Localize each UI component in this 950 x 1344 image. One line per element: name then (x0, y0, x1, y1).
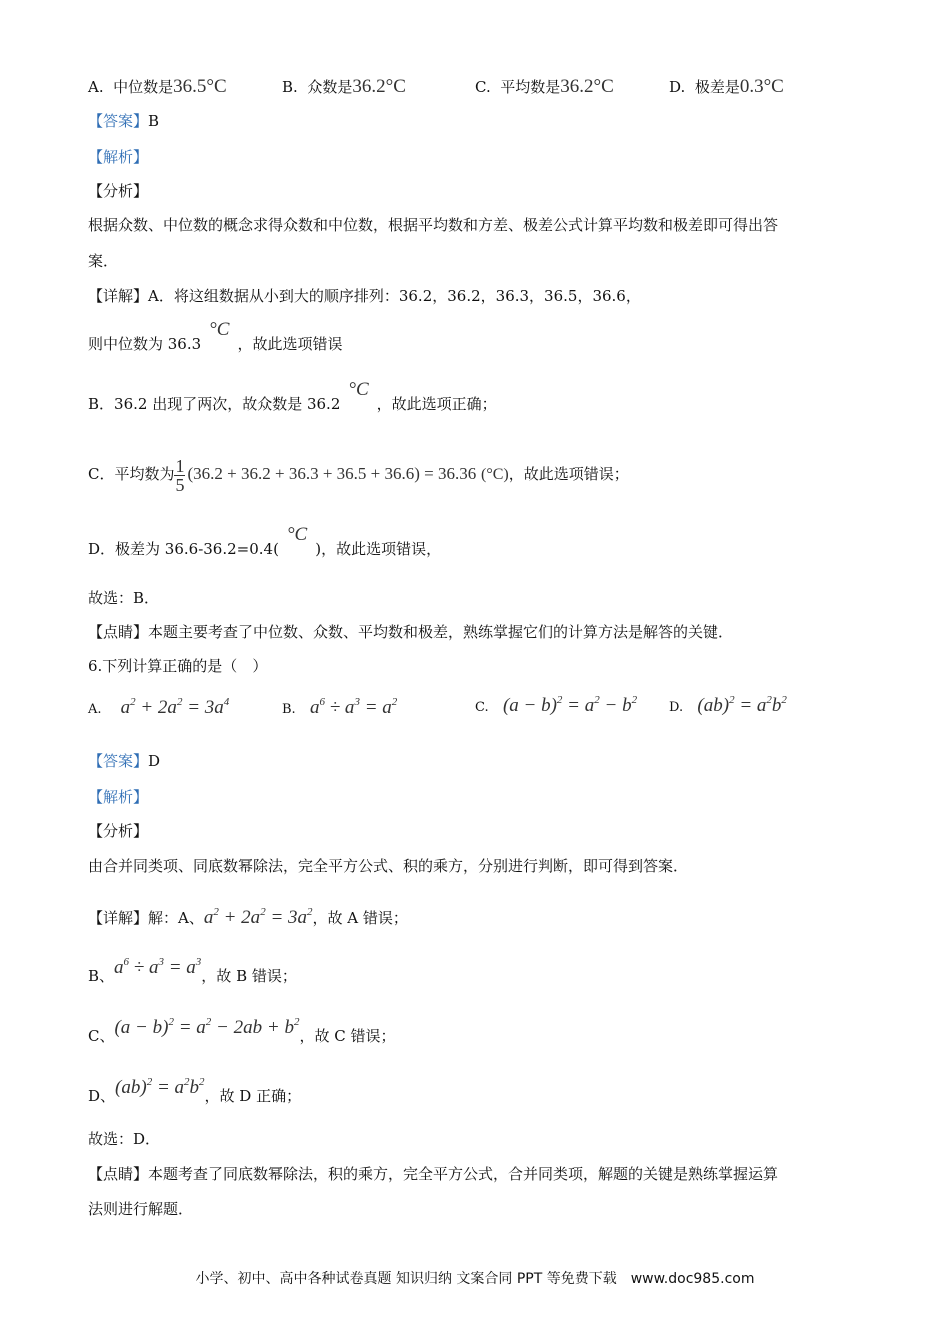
q5-answer (88, 111, 159, 131)
q5-option-c (475, 76, 614, 98)
q5-detail-a (88, 286, 641, 306)
q6-analysis-tag: 【解析】 (88, 788, 149, 806)
q6-detail-b (88, 956, 297, 986)
q6-detail-a (88, 902, 408, 928)
range-text: D．极差为 36.6-36.2=0.4( (88, 540, 279, 558)
option-math: $a^2 + 2a^2 = 3a^4$ (120, 696, 230, 718)
detail-d-label: D、 (88, 1087, 116, 1105)
range-post: )，故此选项错误， (315, 540, 442, 558)
mean-post: ，故此选项错误； (508, 465, 629, 483)
option-text: 极差是 (694, 78, 740, 96)
answer-tag: 【答案】 (88, 112, 149, 130)
detail-c-label: C、 (88, 1027, 115, 1045)
detail-b-post: ，故 B 错误； (201, 967, 297, 985)
q5-choose: 故选：B． (88, 589, 160, 607)
q5-mean (88, 455, 629, 494)
q6-dianjing (88, 1164, 778, 1184)
answer-value: B (148, 112, 160, 130)
celsius-unit: °C (348, 379, 369, 400)
fraction-one-fifth (174, 457, 185, 494)
q5-median (88, 319, 343, 354)
option-letter: C. (475, 78, 491, 96)
q6-detail-d (88, 1076, 302, 1106)
option-letter: A. (88, 702, 102, 717)
q5-range (88, 524, 442, 559)
q5-fenxi-tag: 【分析】 (88, 182, 149, 200)
option-math: 36.5°C (173, 76, 227, 97)
celsius-unit: °C (286, 524, 308, 545)
page-footer: 小学、初中、高中各种试卷真题 知识归纳 文案合同 PPT 等免费下载 www.doc985.com (195, 1271, 755, 1287)
fraction-numerator: 1 (175, 455, 185, 476)
q6-dianjing-line2: 法则进行解题． (88, 1200, 194, 1218)
detail-c-post: ，故 C 错误； (299, 1027, 396, 1045)
q6-detail-c (88, 1016, 396, 1046)
q5-fenxi-line2: 案． (88, 252, 119, 270)
mode-text: B．36.2 出现了两次，故众数是 36.2 (88, 395, 341, 413)
dianjing-text: 本题主要考查了中位数、众数、平均数和极差，熟练掌握它们的计算方法是解答的关键． (148, 623, 734, 641)
option-letter: D. (669, 78, 686, 96)
q5-fenxi-line1: 根据众数、中位数的概念求得众数和中位数，根据平均数和方差、极差公式计算平均数和极差即可得出答 (88, 216, 779, 234)
q6-answer (88, 751, 160, 771)
q6-stem: 6.下列计算正确的是（ ） (88, 657, 268, 675)
dianjing-tag: 【点睛】 (88, 1165, 149, 1183)
option-math: $(a - b)^2 = a^2 - b^2$ (502, 694, 638, 716)
detail-tag: 【详解】 (88, 909, 149, 927)
q5-option-b (282, 76, 406, 98)
celsius-unit: °C (209, 319, 230, 340)
detail-a-post: ，故 A 错误； (312, 909, 408, 927)
option-math: 36.2°C (352, 76, 406, 97)
q5-analysis-tag: 【解析】 (88, 148, 149, 166)
mode-post: ，故此选项正确； (376, 395, 497, 413)
option-letter: C. (475, 700, 489, 715)
answer-tag: 【答案】 (88, 752, 149, 770)
detail-d-math: $(ab)^2 = a^2b^2$ (115, 1076, 205, 1098)
option-letter: A. (88, 78, 104, 96)
median-post: ，故此选项错误 (237, 335, 343, 353)
option-text: 平均数是 (500, 78, 561, 96)
dianjing-text: 本题考查了同底数幂除法，积的乘方，完全平方公式，合并同类项，解题的关键是熟练掌握运算 (148, 1165, 779, 1183)
q6-fenxi: 由合并同类项、同底数幂除法，完全平方公式、积的乘方，分别进行判断，即可得到答案． (88, 857, 689, 875)
mean-text: C．平均数为 (88, 465, 175, 483)
detail-b-label: B、 (88, 967, 115, 985)
mean-expression: (36.2 + 36.2 + 36.3 + 36.5 + 36.6) = 36.36 (187, 464, 477, 483)
option-letter: D. (669, 700, 684, 715)
detail-text: A．将这组数据从小到大的顺序排列：36.2，36.2，36.3，36.5，36.6， (148, 287, 641, 305)
option-math: 36.2°C (560, 76, 614, 97)
q5-dianjing (88, 622, 733, 642)
q5-option-a (88, 76, 227, 98)
q6-choose: 故选：D． (88, 1130, 161, 1148)
detail-d-post: ，故 D 正确； (204, 1087, 302, 1105)
q5-mode (88, 379, 497, 414)
option-math: $(ab)^2 = a^2b^2$ (697, 694, 787, 716)
q6-fenxi-tag: 【分析】 (88, 822, 149, 840)
option-text: 中位数是 (113, 78, 174, 96)
fraction-denominator: 5 (175, 474, 185, 495)
q6-option-b (282, 696, 397, 719)
detail-tag: 【详解】 (88, 287, 149, 305)
q6-option-a (88, 696, 229, 719)
detail-a-label: 解：A、 (148, 909, 204, 927)
dianjing-tag: 【点睛】 (88, 623, 149, 641)
q6-option-d (669, 694, 787, 717)
q6-option-c (475, 694, 637, 717)
option-letter: B. (282, 702, 296, 717)
celsius-unit: (°C) (481, 466, 509, 483)
detail-c-math: $(a - b)^2 = a^2 - 2ab + b^2$ (114, 1016, 300, 1038)
option-text: 众数是 (307, 78, 353, 96)
option-math: $a^6 \div a^3 = a^2$ (310, 696, 398, 718)
median-text: 则中位数为 36.3 (88, 335, 202, 353)
answer-value: D (148, 752, 161, 770)
q5-option-d (669, 76, 784, 98)
detail-a-math: $a^2 + 2a^2 = 3a^2$ (203, 906, 313, 928)
option-letter: B. (282, 78, 298, 96)
detail-b-math: $a^6 \div a^3 = a^3$ (114, 956, 202, 978)
option-math: 0.3°C (739, 76, 784, 97)
